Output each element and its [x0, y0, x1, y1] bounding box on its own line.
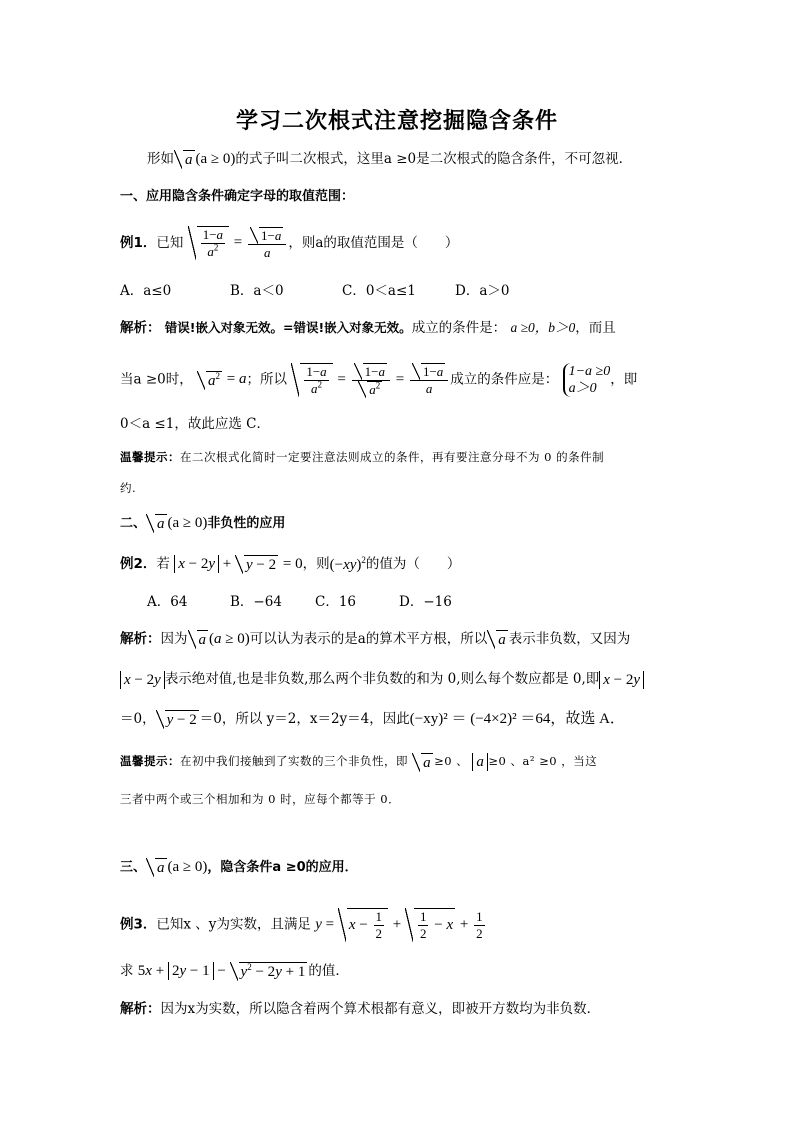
tip1-line1: 温馨提示：在二次根式化简时一定要注意法则成立的条件，再有要注意分母不为 0 的条件制 [120, 450, 605, 464]
tip2-line2: 三者中两个或三个相加和为 0 时，应每个都等于 0． [120, 792, 401, 806]
analysis3-line1: 解析：因为x为实数，所以隐含着两个算术根都有意义，即被开方数均为非负数． [120, 1001, 601, 1017]
option-b: B．a＜0 [230, 283, 284, 299]
analysis2-line2: x − 2y 表示绝对值,也是非负数,那么两个非负数的和为 0,则么每个数应都是 0,即 x − 2y [120, 670, 644, 689]
tip1-line2: 约. [120, 481, 137, 495]
option-d: D．a＞0 [455, 283, 510, 299]
example3-question: 例3．已知x 、y为实数，且满足 y = x − $\frac{1}{2}$ + $\frac{1}{2}$ − x + $\frac{1}{2}$ [120, 908, 487, 942]
example1-question: 例1．已知 $\frac{1-a}{a^2}$ = $\frac{1-a}{a}$ ，则a的取值范围是（ ） [120, 227, 459, 260]
analysis1-line1: 解析： 错误!嵌入对象无效。=错误!嵌入对象无效。成立的条件是： a ≥0，b＞0，而且 [120, 320, 616, 336]
sqrt-a-squared: $a^2 = a$ [197, 370, 246, 389]
example2-question: 例2．若 x − 2y + y − 2 = 0，则$(-xy)^2$的值为（ ） [120, 554, 461, 574]
option-d: D．−16 [399, 594, 452, 610]
option-b: B．−64 [230, 594, 282, 610]
analysis1-formula: $\frac{1-a}{a^2}$ = $\frac{1-a}{a^2}$ = $\frac{1-a}{a}$ [291, 362, 450, 398]
page-title: 学习二次根式注意挖掘隐含条件 [235, 109, 558, 134]
tip2-line1: 温馨提示：在初中我们接触到了实数的三个非负性，即 a ≥0 、 a ≥0 、a² ≥0 ，当这 [120, 754, 598, 771]
analysis1-line2: 当a ≥0时， $a^2 = a$；所以 $\frac{1-a}{a^2}$ = $\frac{1-a}{a^2}$ = $\frac{1-a}{a}$ 成立的条件应是： 1−a ≥0 a＞0 ，即 [120, 363, 638, 398]
example1-formula: $\frac{1-a}{a^2}$ = $\frac{1-a}{a}$ [188, 226, 289, 261]
option-a: A．a≤0 [120, 283, 172, 299]
condition-system: 1−a ≥0 a＞0 [563, 363, 611, 397]
option-c: C．0＜a≤1 [342, 283, 416, 299]
option-c: C．16 [315, 594, 357, 610]
analysis1-line3: 0＜a ≤1，故此应选 C． [120, 416, 270, 432]
section3-heading: 三、 a (a ≥ 0)，隐含条件a ≥0的应用． [120, 859, 358, 877]
example3-task: 求 $5x + 2y - 1 - y^2 - 2y + 1$ 的值． [120, 962, 349, 981]
sqrt-a-expression: a (a ≥ 0) [174, 150, 235, 169]
section2-heading: 二、 a (a ≥ 0)非负性的应用 [120, 515, 286, 533]
option-a: A．64 [147, 594, 188, 610]
section1-heading: 一、应用隐含条件确定字母的取值范围： [120, 189, 355, 204]
example2-equation: x − 2y + y − 2 = 0 [174, 555, 302, 574]
analysis2-line1: 解析：因为 a (a ≥ 0)可以认为表示的是a的算术平方根，所以 a 表示非负数，又因为 [120, 631, 631, 649]
analysis2-line3: ＝0， y − 2 ＝0，所以 y＝2，x＝2y＝4，因此(−xy)² ＝ (−4×2)² ＝64，故选 A． [120, 711, 625, 729]
intro-paragraph: 形如 a (a ≥ 0)的式子叫二次根式，这里a ≥0是二次根式的隐含条件，不可忽视． [147, 151, 633, 169]
example3-expression: $5x + 2y - 1 - y^2 - 2y + 1$ [137, 962, 306, 981]
example3-equation: y = x − $\frac{1}{2}$ + $\frac{1}{2}$ − x + $\frac{1}{2}$ [315, 908, 483, 941]
